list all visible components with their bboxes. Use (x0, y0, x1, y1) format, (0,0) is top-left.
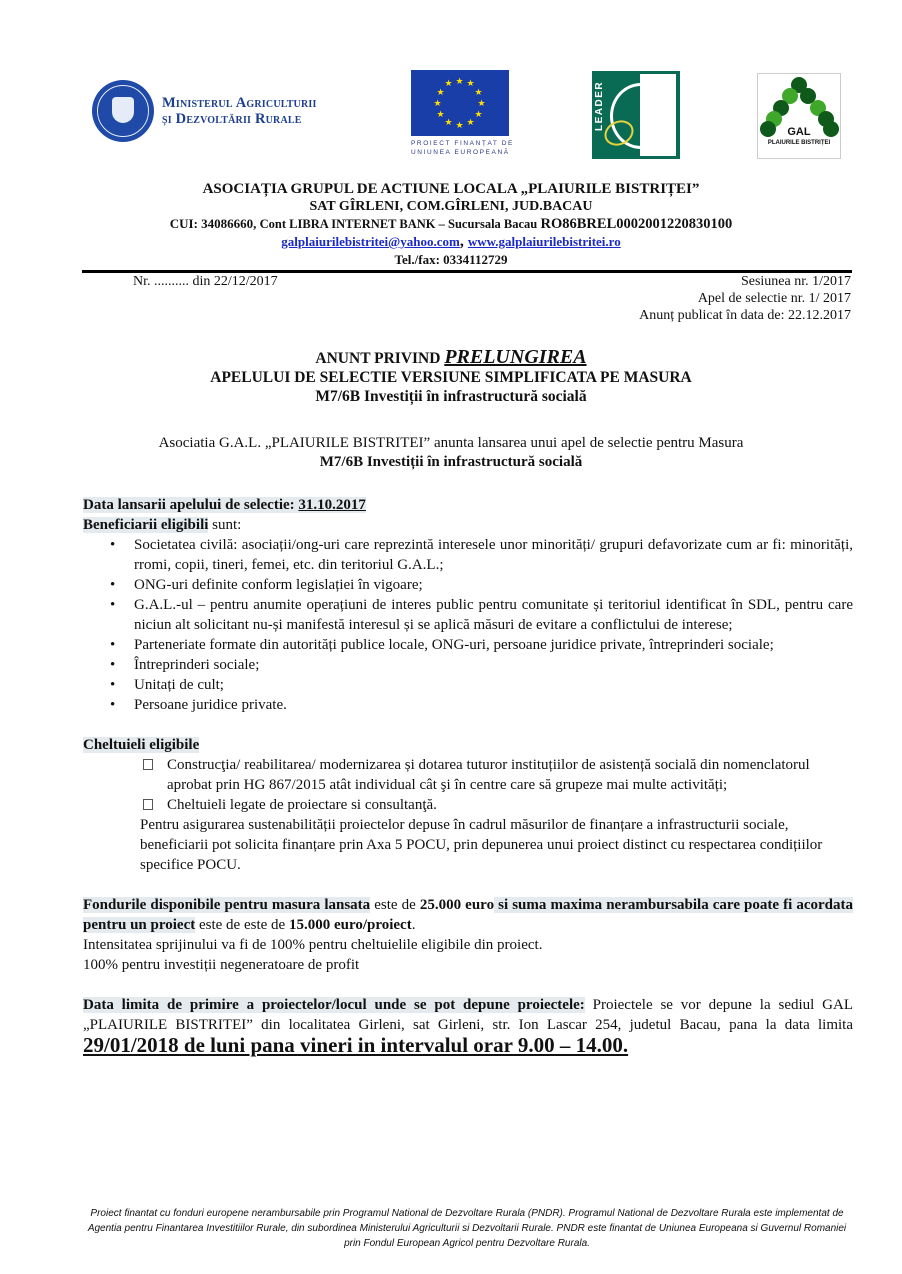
eu-caption-line2: UNIUNEA EUROPEANĂ (411, 149, 510, 156)
deadline-paragraph (83, 995, 853, 1058)
organization-header (0, 181, 902, 269)
link-separator: , (459, 233, 468, 250)
list-item: • Societatea civilă: asociații/ong-uri care reprezintă interesele unor minorități/ grupuri defavorizate cum ar fi: minorități, rromi, copii, tineri, femei, etc. din teritoriul G.A.L.; (116, 535, 853, 575)
intro (0, 434, 902, 472)
funds-paragraph (83, 895, 853, 935)
eu-caption-line1: PROIECT FINANȚAT DE (411, 140, 514, 147)
funds-label: Fondurile disponibile pentru masura lansata (83, 897, 371, 913)
checkbox-bullet-icon (143, 759, 153, 770)
ministry-name-line1: Ministerul Agriculturii (162, 95, 317, 111)
list-item: • Întreprinderi sociale; (116, 655, 853, 675)
organization-bank: Cont LIBRA INTERNET BANK – Sucursala Bacau (259, 217, 538, 231)
ministry-name (162, 95, 317, 127)
eu-caption (411, 139, 514, 157)
gal-logo (757, 73, 841, 159)
announcement-body (83, 495, 853, 1058)
leader-word: LEADER (594, 80, 605, 131)
gal-title: GAL (787, 126, 811, 138)
beneficiaries-suffix: sunt: (208, 517, 242, 533)
beneficiaries-list (83, 535, 853, 715)
publish-date: Anunț publicat în data de: 22.12.2017 (639, 308, 851, 323)
funds-max-label: si suma maxima nerambursabila care poate fi acordata pentru un proiect (83, 897, 853, 933)
funds-total-amount: 25.000 euro (419, 897, 495, 913)
eu-star-icon: ★ (444, 78, 453, 89)
expenses-note: Pentru asigurarea sustenabilității proiectelor depuse în cadrul măsurilor de finanțare a infrastructurii sociale, beneficiarii pot solicita finanțare prin Axa 5 POCU, prin depunerea unui proiect distinct cu respectarea condițiilor specifice POCU. (140, 817, 823, 873)
eu-star-icon: ★ (444, 116, 453, 127)
eu-logo (411, 70, 514, 157)
ministry-logo (92, 80, 317, 142)
organization-contact-links (0, 233, 902, 251)
expense-text: Construcţia/ reabilitarea/ modernizarea și dotarea tuturor instituțiilor de asistență socială din nomenclatorul aprobat prin HG 867/2015 atât individual cât şi în centre care să grupeze mai multe activități; (167, 757, 810, 793)
funds-max-amount: 15.000 euro/proiect (288, 917, 412, 933)
support-intensity: Intensitatea sprijinului va fi de 100% pentru cheltuielile eligibile din proiect. (83, 937, 543, 953)
title-prefix: ANUNT PRIVIND (315, 350, 441, 367)
call-number: Apel de selectie nr. 1/ 2017 (697, 291, 851, 306)
checkbox-bullet-icon (143, 799, 153, 810)
organization-address: SAT GÎRLENI, COM.GÎRLENI, JUD.BACAU (309, 199, 593, 214)
eu-flag-icon (411, 70, 509, 136)
eu-star-icon: ★ (474, 108, 483, 119)
eu-star-icon: ★ (436, 86, 445, 97)
gal-subtitle: PLAIURILE BISTRIȚEI (767, 140, 831, 146)
launch-date: 31.10.2017 (298, 497, 366, 513)
title-line3: M7/6B Investiții în infrastructură socială (315, 388, 587, 405)
list-item: • Parteneriate formate din autorități publice locale, ONG-uri, persoane juridice private, întreprinderi sociale; (116, 635, 853, 655)
list-item: • Persoane juridice private. (116, 695, 853, 715)
eu-star-icon: ★ (455, 119, 464, 130)
expenses-list (83, 755, 853, 815)
eu-star-icon: ★ (436, 108, 445, 119)
organization-cui: CUI: 34086660, (169, 216, 257, 231)
deadline-date: 29/01/2018 de luni pana vineri in intervalul orar 9.00 – 14.00. (83, 1033, 629, 1057)
organization-phone: Tel./fax: 0334112729 (394, 252, 508, 267)
launch-date-label: Data lansarii apelului de selectie: (83, 497, 295, 513)
funds-text: este de este de (195, 917, 289, 933)
funds-text: este de (370, 897, 420, 913)
beneficiaries-heading (83, 515, 853, 535)
email-link[interactable]: galplaiurilebistritei@yahoo.com (281, 234, 460, 249)
intro-text: Asociatia G.A.L. „PLAIURILE BISTRITEI” anunta lansarea unui apel de selectie pentru Masura (158, 435, 744, 451)
government-seal-icon (92, 80, 154, 142)
funding-footer: Proiect finantat cu fonduri europene nerambursabile prin Programul National de Dezvoltare Rurala (PNDR). Programul National de Dezvoltare Rurala este implementat de Agentia pentru Finantarea Investitiilor Rurale, din subordinea Ministerului Agriculturii si Dezvoltarii Rurale. PNDR este finantat de Uniunea Europeana si Guvernul Romaniei prin Fondul European Agricol pentru Dezvoltare Rurala. (87, 1208, 847, 1249)
spacer (83, 975, 853, 995)
announcement-title (0, 348, 902, 406)
list-item: • G.A.L.-ul – pentru anumite operațiuni de interes public pentru comunitate și teritoriul identificat în SDL, pentru care niciun alt solicitant nu-și manifestă interesul și se aplică măsuri de evitare a conflictului de interese; (116, 595, 853, 635)
deadline-label: Data limita de primire a proiectelor/locul unde se pot depune proiectele: (83, 997, 585, 1013)
deadline-text: Proiectele se vor depune la sediul GAL „PLAIURILE BISTRITEI” din localitatea Girleni, sat Girleni, str. Ion Lascar 254, judetul Bacau, pana la data limita (83, 997, 853, 1033)
expenses-label: Cheltuieli eligibile (83, 737, 200, 753)
intro-measure: M7/6B Investiții în infrastructură socială (319, 454, 583, 470)
expenses-heading (83, 735, 853, 755)
eu-star-icon: ★ (433, 97, 442, 108)
organization-name: ASOCIAȚIA GRUPUL DE ACTIUNE LOCALA „PLAIURILE BISTRIȚEI” (202, 181, 700, 197)
website-link[interactable]: www.galplaiurilebistritei.ro (467, 234, 621, 249)
organization-bank-line (0, 215, 902, 233)
launch-date-line (83, 495, 853, 515)
title-line1 (0, 348, 902, 368)
launch-date-label-wrap (83, 497, 366, 513)
list-item: • Unitați de cult; (116, 675, 853, 695)
document-meta (639, 273, 851, 324)
title-emphasis: PRELUNGIREA (444, 346, 587, 368)
beneficiaries-label: Beneficiarii eligibili (83, 517, 209, 533)
title-line2: APELULUI DE SELECTIE VERSIUNE SIMPLIFICATA PE MASURA (210, 369, 692, 386)
list-item (143, 795, 853, 815)
eu-star-icon: ★ (466, 78, 475, 89)
document-number: Nr. .......... din 22/12/2017 (133, 274, 278, 289)
eu-star-icon: ★ (474, 86, 483, 97)
eu-star-icon: ★ (455, 75, 464, 86)
eu-star-icon: ★ (477, 97, 486, 108)
list-item (143, 755, 853, 795)
list-item: • ONG-uri definite conform legislației în vigoare; (116, 575, 853, 595)
ministry-name-line2: și Dezvoltării Rurale (162, 111, 302, 127)
session-number: Sesiunea nr. 1/2017 (740, 274, 851, 289)
eu-star-icon: ★ (466, 116, 475, 127)
leader-logo (592, 71, 680, 159)
funds-end: . (411, 917, 416, 933)
nonprofit-intensity: 100% pentru investiții negeneratoare de profit (83, 957, 360, 973)
expense-text: Cheltuieli legate de proiectare si consultanţă. (167, 797, 437, 813)
organization-iban: RO86BREL0002001220830100 (540, 216, 733, 232)
spacer (83, 715, 853, 735)
spacer (83, 875, 853, 895)
